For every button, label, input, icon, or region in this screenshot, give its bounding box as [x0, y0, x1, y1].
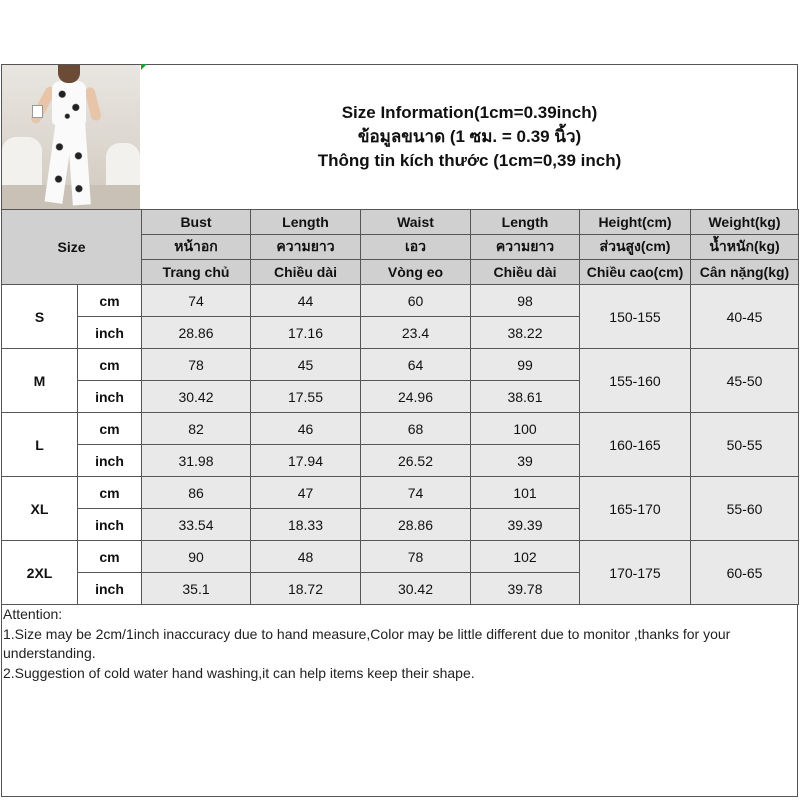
height-range: 150-155	[580, 285, 691, 349]
size-info-title	[141, 65, 798, 209]
header-row-english	[2, 210, 799, 235]
size-row-cm	[2, 413, 799, 445]
measure-cm: 74	[361, 477, 471, 509]
measure-inch: 35.1	[142, 573, 251, 605]
height-range: 155-160	[580, 349, 691, 413]
measure-inch: 28.86	[142, 317, 251, 349]
size-header: Size	[2, 210, 142, 285]
measure-inch: 18.33	[251, 509, 361, 541]
measure-cm: 74	[142, 285, 251, 317]
unit-label-cm: cm	[78, 413, 142, 445]
col-header: Waist	[361, 210, 471, 235]
measure-cm: 64	[361, 349, 471, 381]
weight-range: 45-50	[691, 349, 799, 413]
size-label: S	[2, 285, 78, 349]
measure-inch: 39	[471, 445, 580, 477]
measure-inch: 31.98	[142, 445, 251, 477]
col-header: Weight(kg)	[691, 210, 799, 235]
size-row-cm	[2, 349, 799, 381]
measure-inch: 38.22	[471, 317, 580, 349]
measure-cm: 46	[251, 413, 361, 445]
measure-cm: 48	[251, 541, 361, 573]
unit-label-inch: inch	[78, 445, 142, 477]
measure-cm: 99	[471, 349, 580, 381]
title-english: Size Information(1cm=0.39inch)	[341, 103, 598, 122]
size-label: L	[2, 413, 78, 477]
measure-inch: 26.52	[361, 445, 471, 477]
measure-cm: 60	[361, 285, 471, 317]
col-header: ส่วนสูง(cm)	[580, 235, 691, 260]
height-range: 165-170	[580, 477, 691, 541]
unit-label-cm: cm	[78, 541, 142, 573]
measure-cm: 82	[142, 413, 251, 445]
col-header: Bust	[142, 210, 251, 235]
size-label: 2XL	[2, 541, 78, 605]
col-header: Length	[471, 210, 580, 235]
measure-inch: 23.4	[361, 317, 471, 349]
col-header: Chiều dài	[251, 260, 361, 285]
measure-cm: 98	[471, 285, 580, 317]
unit-label-inch: inch	[78, 381, 142, 413]
measure-cm: 45	[251, 349, 361, 381]
size-table	[1, 209, 799, 605]
measure-inch: 30.42	[142, 381, 251, 413]
col-header: หน้าอก	[142, 235, 251, 260]
unit-label-cm: cm	[78, 477, 142, 509]
attention-notes	[3, 605, 793, 683]
measure-inch: 17.16	[251, 317, 361, 349]
measure-inch: 33.54	[142, 509, 251, 541]
col-header: Vòng eo	[361, 260, 471, 285]
unit-label-inch: inch	[78, 509, 142, 541]
col-header: น้ำหนัก(kg)	[691, 235, 799, 260]
col-header: Height(cm)	[580, 210, 691, 235]
measure-cm: 68	[361, 413, 471, 445]
measure-inch: 24.96	[361, 381, 471, 413]
col-header: Length	[251, 210, 361, 235]
measure-cm: 90	[142, 541, 251, 573]
measure-inch: 18.72	[251, 573, 361, 605]
measure-inch: 39.39	[471, 509, 580, 541]
col-header: Trang chủ	[142, 260, 251, 285]
col-header: Chiều dài	[471, 260, 580, 285]
height-range: 160-165	[580, 413, 691, 477]
measure-inch: 30.42	[361, 573, 471, 605]
weight-range: 55-60	[691, 477, 799, 541]
measure-inch: 17.94	[251, 445, 361, 477]
col-header: ความยาว	[251, 235, 361, 260]
measure-cm: 78	[361, 541, 471, 573]
size-row-cm	[2, 285, 799, 317]
measure-cm: 44	[251, 285, 361, 317]
measure-inch: 39.78	[471, 573, 580, 605]
title-vietnamese: Thông tin kích thước (1cm=0,39 inch)	[317, 151, 622, 170]
measure-cm: 78	[142, 349, 251, 381]
col-header: ความยาว	[471, 235, 580, 260]
unit-label-cm: cm	[78, 285, 142, 317]
col-header: Chiều cao(cm)	[580, 260, 691, 285]
measure-cm: 100	[471, 413, 580, 445]
measure-inch: 28.86	[361, 509, 471, 541]
weight-range: 50-55	[691, 413, 799, 477]
unit-label-inch: inch	[78, 573, 142, 605]
measure-inch: 38.61	[471, 381, 580, 413]
height-range: 170-175	[580, 541, 691, 605]
col-header: เอว	[361, 235, 471, 260]
attention-note-1: 1.Size may be 2cm/1inch inaccuracy due to hand measure,Color may be little different due to monitor ,thanks for your understanding.	[3, 625, 731, 661]
size-label: XL	[2, 477, 78, 541]
product-photo	[2, 65, 140, 209]
size-label: M	[2, 349, 78, 413]
measure-cm: 101	[471, 477, 580, 509]
attention-note-2: 2.Suggestion of cold water hand washing,it can help items keep their shape.	[3, 664, 475, 681]
measure-inch: 17.55	[251, 381, 361, 413]
measure-cm: 86	[142, 477, 251, 509]
size-row-cm	[2, 541, 799, 573]
measure-cm: 47	[251, 477, 361, 509]
col-header: Cân nặng(kg)	[691, 260, 799, 285]
attention-heading: Attention:	[3, 606, 63, 622]
weight-range: 40-45	[691, 285, 799, 349]
measure-cm: 102	[471, 541, 580, 573]
weight-range: 60-65	[691, 541, 799, 605]
title-thai: ข้อมูลขนาด (1 ซม. = 0.39 นิ้ว)	[357, 127, 582, 146]
size-row-cm	[2, 477, 799, 509]
unit-label-cm: cm	[78, 349, 142, 381]
unit-label-inch: inch	[78, 317, 142, 349]
